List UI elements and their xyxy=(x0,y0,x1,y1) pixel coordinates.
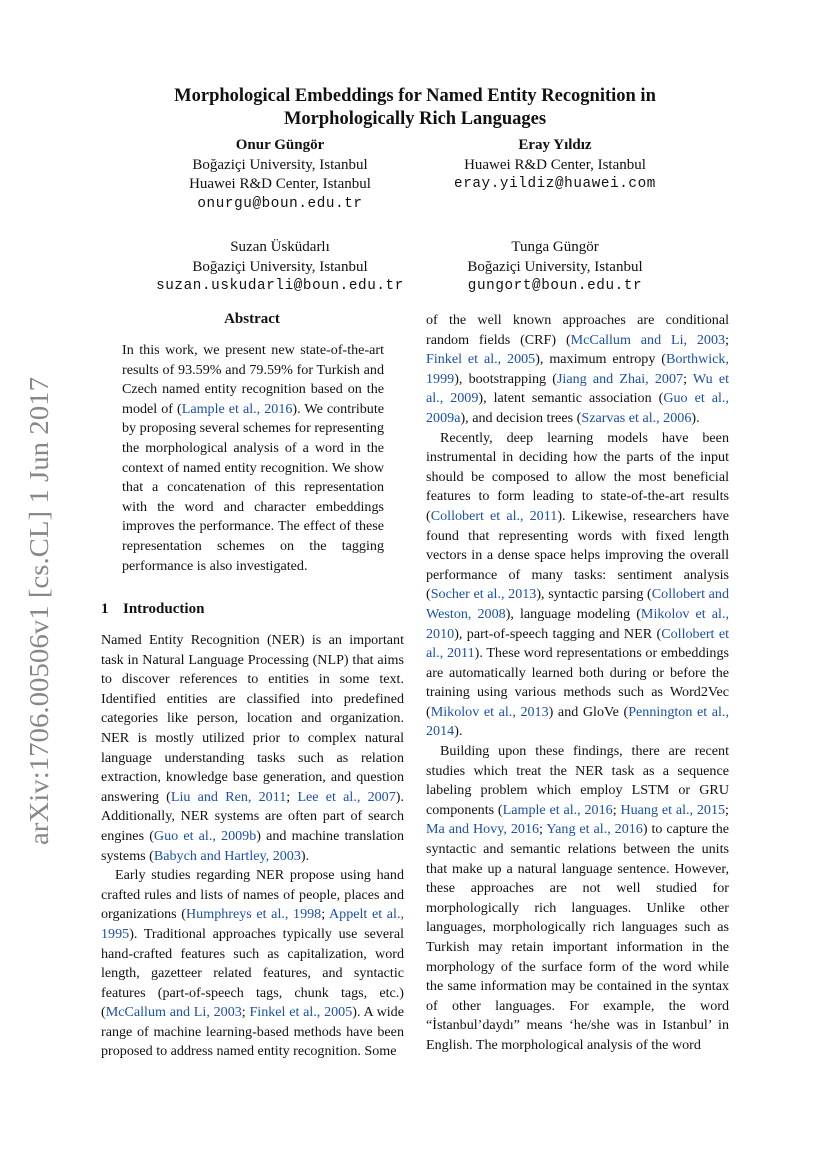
author-block-1 xyxy=(130,136,430,214)
paragraph xyxy=(426,742,729,1056)
author-name: Tunga Güngör xyxy=(511,239,599,255)
body-text: ), part-of-speech tagging and NER ( xyxy=(454,625,662,642)
paragraph xyxy=(101,631,404,866)
body-text: ; xyxy=(725,331,729,348)
citation-link[interactable]: Wu et al., 2009 xyxy=(426,370,730,407)
author-name: Onur Güngör xyxy=(235,137,325,153)
section-title: Introduction xyxy=(123,601,205,617)
author-affiliation: Boğaziçi University, Istanbul xyxy=(192,156,368,173)
paragraph xyxy=(101,866,404,1062)
body-text: ), and decision trees ( xyxy=(460,409,582,426)
citation-link[interactable]: Collobert and Weston, 2008 xyxy=(426,586,729,622)
citation-link[interactable]: Collobert et al., 2011 xyxy=(430,507,558,524)
body-text: ) and machine translation systems ( xyxy=(101,827,404,864)
body-text: of the well known approaches are conditional random fields (CRF) ( xyxy=(426,312,729,348)
body-text: ). These word representations or embeddings are automatically learned both during or before the training using various methods such as Word2Vec ( xyxy=(426,645,730,720)
body-text: ) to capture the syntactic and semantic relations between the units that make up a natural language sentence. However, these approaches are not well studied for morphologically rich languages. Unlike other languages, morphologically rich languages such as Turkish may retain important information in the morphology of the surface form of the word while the same information may be contained in the syntax of other languages. For example, the word “İstanbul’daydı” means ‘he/she was in Istanbul’ in English. The morphological analysis of the word xyxy=(426,821,729,1053)
citation-link[interactable]: Lee et al., 2007 xyxy=(297,788,396,805)
citation-link[interactable]: Ma and Hovy, 2016 xyxy=(426,821,540,838)
arxiv-stamp xyxy=(4,376,64,846)
citation-link[interactable]: Liu and Ren, 2011 xyxy=(170,788,287,805)
body-text: ; xyxy=(241,1004,250,1021)
citation-link[interactable]: Lample et al., 2016 xyxy=(181,400,293,417)
citation-link[interactable]: McCallum and Li, 2003 xyxy=(570,331,726,348)
author-email[interactable]: gungort@boun.edu.tr xyxy=(467,278,643,295)
citation-link[interactable]: Finkel et al., 2005 xyxy=(249,1004,353,1021)
left-column xyxy=(101,631,404,1062)
body-text: ). xyxy=(454,723,463,740)
body-text: ), syntactic parsing ( xyxy=(536,586,652,603)
paragraph xyxy=(426,311,729,429)
citation-link[interactable]: Huang et al., 2015 xyxy=(620,801,726,818)
citation-link[interactable]: Guo et al., 2009a xyxy=(426,390,729,426)
author-email[interactable]: suzan.uskudarli@boun.edu.tr xyxy=(156,278,404,295)
citation-link[interactable]: Lample et al., 2016 xyxy=(502,801,613,818)
author-name: Suzan Üsküdarlı xyxy=(230,239,330,255)
body-text: ; xyxy=(725,801,729,818)
paper-title xyxy=(110,85,720,131)
citation-link[interactable]: Socher et al., 2013 xyxy=(430,586,537,603)
arxiv-stamp-text: arXiv:1706.00506v1 [cs.CL] 1 Jun 2017 xyxy=(24,407,54,845)
body-text: Early studies regarding NER propose using hand crafted rules and lists of names of people, places and organizations ( xyxy=(101,867,404,923)
body-text: ; xyxy=(612,801,621,818)
citation-link[interactable]: Jiang and Zhai, 2007 xyxy=(556,370,684,387)
body-text: ; xyxy=(683,370,693,387)
citation-link[interactable]: Humphreys et al., 1998 xyxy=(186,906,322,923)
citation-link[interactable]: Mikolov et al., 2013 xyxy=(430,703,549,720)
citation-link[interactable]: Collobert et al., 2011 xyxy=(426,625,729,662)
body-text: ). Traditional approaches typically use several hand-crafted features such as capitalization, word length, gazetteer related features, and syntactic features (part-of-speech tags, chunk tags, etc.) ( xyxy=(101,925,404,1021)
author-affiliation: Huawei R&D Center, Istanbul xyxy=(189,176,371,193)
body-text: ), language modeling ( xyxy=(505,605,641,622)
abstract-text: ). We contribute by proposing several schemes for representing the morphological analysis of a word in the context of named entity recognition. We show that a concatenation of this representation with the word and character embeddings improves the performance. The effect of these representation schemes on the tagging performance is also investigated. xyxy=(122,400,384,574)
author-block-3 xyxy=(130,238,430,297)
body-text: Recently, deep learning models have been instrumental in deciding how the parts of the input should be composed to allow the most beneficial features to form leading to state-of-the-art results ( xyxy=(426,429,729,524)
body-text: ; xyxy=(321,906,329,923)
citation-link[interactable]: Guo et al., 2009b xyxy=(153,827,257,844)
abstract-text: In this work, we present new state-of-the-art results of 93.59% and 79.59% for Turkish and Czech named entity recognition based on the model of ( xyxy=(122,342,384,417)
body-text: ; xyxy=(539,821,547,838)
citation-link[interactable]: Pennington et al., 2014 xyxy=(426,703,729,740)
author-email[interactable]: eray.yildiz@huawei.com xyxy=(454,176,656,193)
title-line-2: Morphologically Rich Languages xyxy=(283,109,547,129)
right-column xyxy=(426,311,729,1056)
body-text: ). A wide range of machine learning-based methods have been proposed to address named entity recognition. Some xyxy=(101,1004,404,1060)
title-line-1: Morphological Embeddings for Named Entity Recognition in xyxy=(174,86,656,106)
citation-link[interactable]: Appelt et al., 1995 xyxy=(101,906,404,942)
abstract-heading: Abstract xyxy=(224,311,280,327)
body-text: ). xyxy=(691,409,700,426)
body-text: Named Entity Recognition (NER) is an important task in Natural Language Processing (NLP) that aims to discover references to entities in some text. Identified entities are classified into predefined categories like person, location and organization. NER is mostly utilized prior to complex natural language understanding tasks such as relation extraction, knowledge base generation, and question answering ( xyxy=(101,632,404,805)
author-affiliation: Boğaziçi University, Istanbul xyxy=(467,258,643,275)
citation-link[interactable]: Finkel et al., 2005 xyxy=(426,351,536,368)
body-text: ). Additionally, NER systems are often part of search engines ( xyxy=(101,788,404,844)
citation-link[interactable]: Babych and Hartley, 2003 xyxy=(153,847,301,864)
body-text: ), bootstrapping ( xyxy=(454,370,557,387)
body-text: ). Likewise, researchers have found that representing words with fixed length vectors in a dense space helps improving the overall performance of many tasks: sentiment analysis ( xyxy=(426,507,729,603)
citation-link[interactable]: Szarvas et al., 2006 xyxy=(581,409,692,426)
body-text: ), latent semantic association ( xyxy=(478,390,664,407)
body-text: ). xyxy=(300,847,310,864)
body-text: Building upon these findings, there are recent studies which treat the NER task as a sequence labeling problem which employ LSTM or GRU components ( xyxy=(426,743,729,818)
author-block-4 xyxy=(410,238,700,297)
body-text: ), maximum entropy ( xyxy=(535,351,666,368)
body-text: ) and GloVe ( xyxy=(548,703,629,720)
author-name: Eray Yıldız xyxy=(518,137,592,153)
paragraph xyxy=(426,429,729,743)
abstract-body xyxy=(122,341,384,576)
author-email[interactable]: onurgu@boun.edu.tr xyxy=(197,195,363,212)
body-text: ; xyxy=(286,788,298,805)
citation-link[interactable]: Yang et al., 2016 xyxy=(546,821,643,838)
author-block-2 xyxy=(410,136,700,195)
citation-link[interactable]: McCallum and Li, 2003 xyxy=(105,1004,242,1021)
author-affiliation: Boğaziçi University, Istanbul xyxy=(192,258,368,275)
section-number: 1 xyxy=(101,601,109,617)
citation-link[interactable]: Borthwick, 1999 xyxy=(426,351,730,387)
section-heading xyxy=(101,601,204,618)
citation-link[interactable]: Mikolov et al., 2010 xyxy=(426,605,729,642)
author-affiliation: Huawei R&D Center, Istanbul xyxy=(464,156,646,173)
